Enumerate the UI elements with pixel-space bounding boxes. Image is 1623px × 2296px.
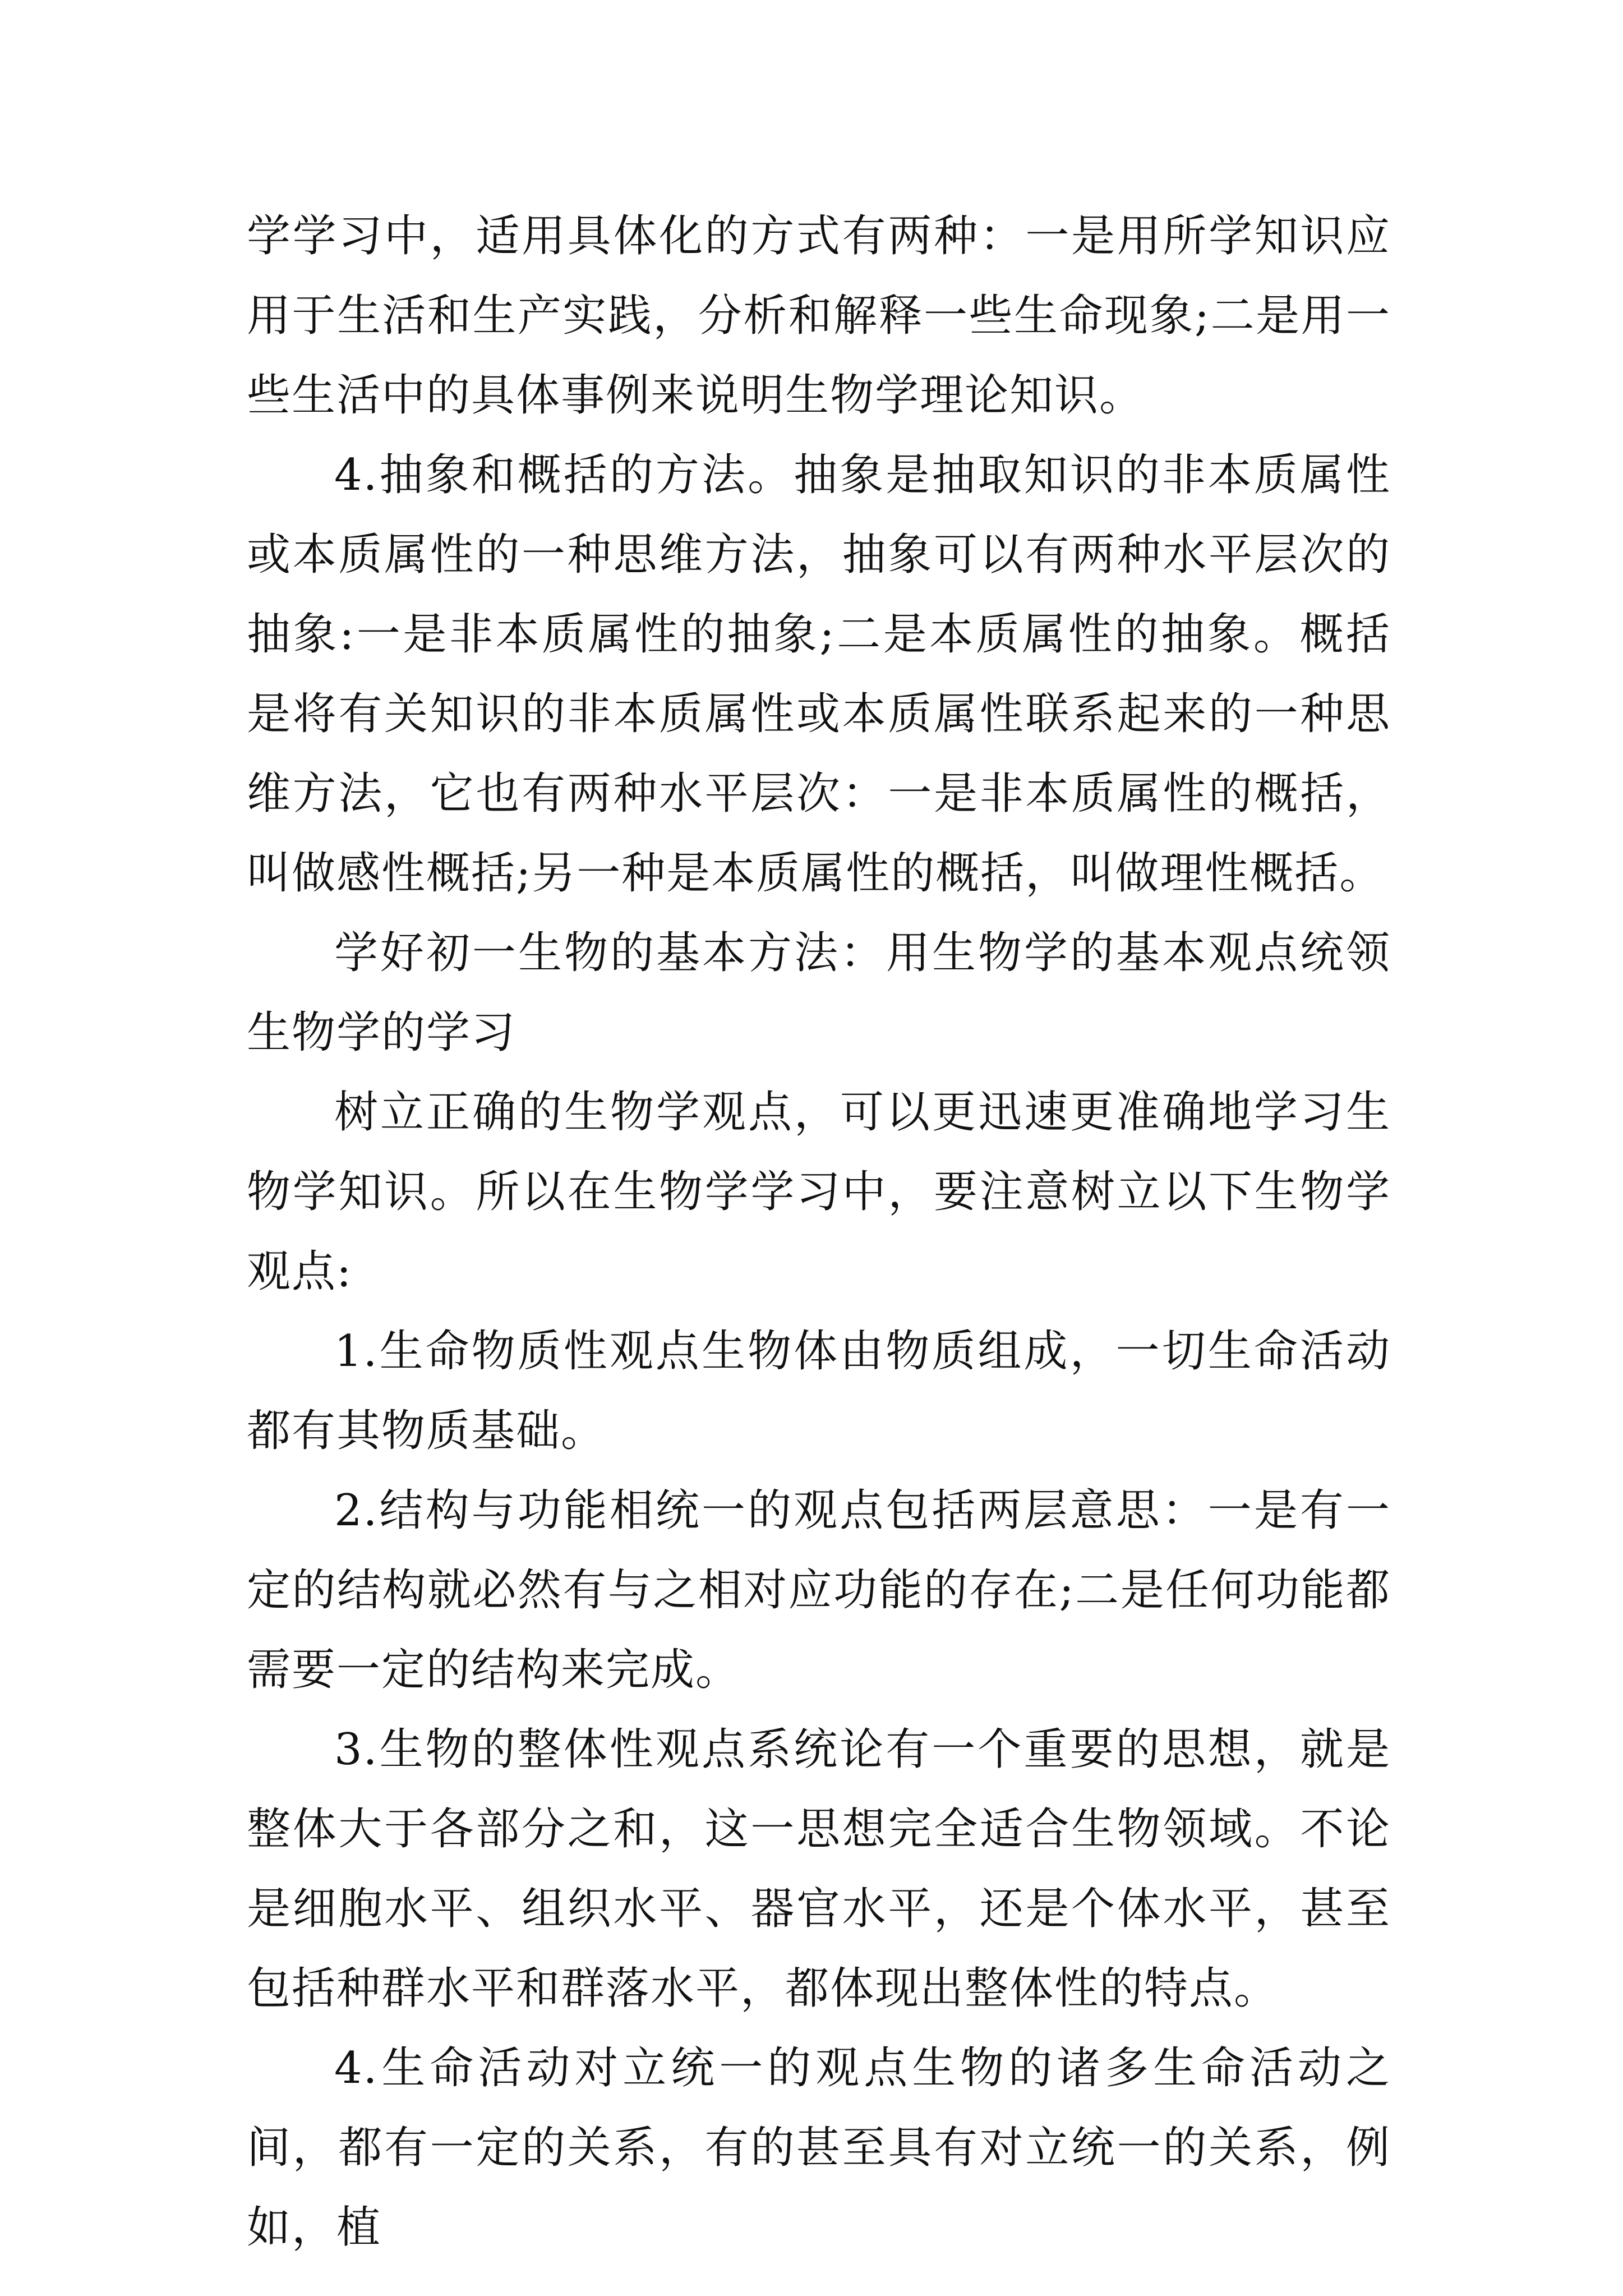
- paragraph-point-2: 2.结构与功能相统一的观点包括两层意思：一是有一定的结构就必然有与之相对应功能的存在;二是任何功能都需要一定的结构来完成。: [247, 1485, 1391, 1695]
- paragraph-abstraction-method: 4.抽象和概括的方法。抽象是抽取知识的非本质属性或本质属性的一种思维方法，抽象可以有两种水平层次的抽象:一是非本质属性的抽象;二是本质属性的抽象。概括是将有关知识的非本质属性或本质属性联系起来的一种思维方法，它也有两种水平层次：一是非本质属性的概括，叫做感性概括;另一种是本质属性的概括，叫做理性概括。: [247, 450, 1391, 899]
- paragraph-point-1: 1.生命物质性观点生物体由物质组成，一切生命活动都有其物质基础。: [247, 1326, 1391, 1456]
- document-body: [247, 196, 1391, 2267]
- paragraph-point-3: 3.生物的整体性观点系统论有一个重要的思想，就是整体大于各部分之和，这一思想完全适合生物领域。不论是细胞水平、组织水平、器官水平，还是个体水平，甚至包括种群水平和群落水平，都体现出整体性的特点。: [247, 1724, 1391, 2014]
- paragraph-point-4: 4.生命活动对立统一的观点生物的诸多生命活动之间，都有一定的关系，有的甚至具有对立统一的关系，例如，植: [247, 2043, 1391, 2253]
- paragraph-continuation: 学学习中，适用具体化的方式有两种：一是用所学知识应用于生活和生产实践，分析和解释一些生命现象;二是用一些生活中的具体事例来说明生物学理论知识。: [247, 211, 1391, 421]
- section-heading-basic-method: 学好初一生物的基本方法：用生物学的基本观点统领生物学的学习: [247, 928, 1391, 1058]
- paragraph-establish-viewpoints: 树立正确的生物学观点，可以更迅速更准确地学习生物学知识。所以在生物学学习中，要注意树立以下生物学观点:: [247, 1087, 1391, 1297]
